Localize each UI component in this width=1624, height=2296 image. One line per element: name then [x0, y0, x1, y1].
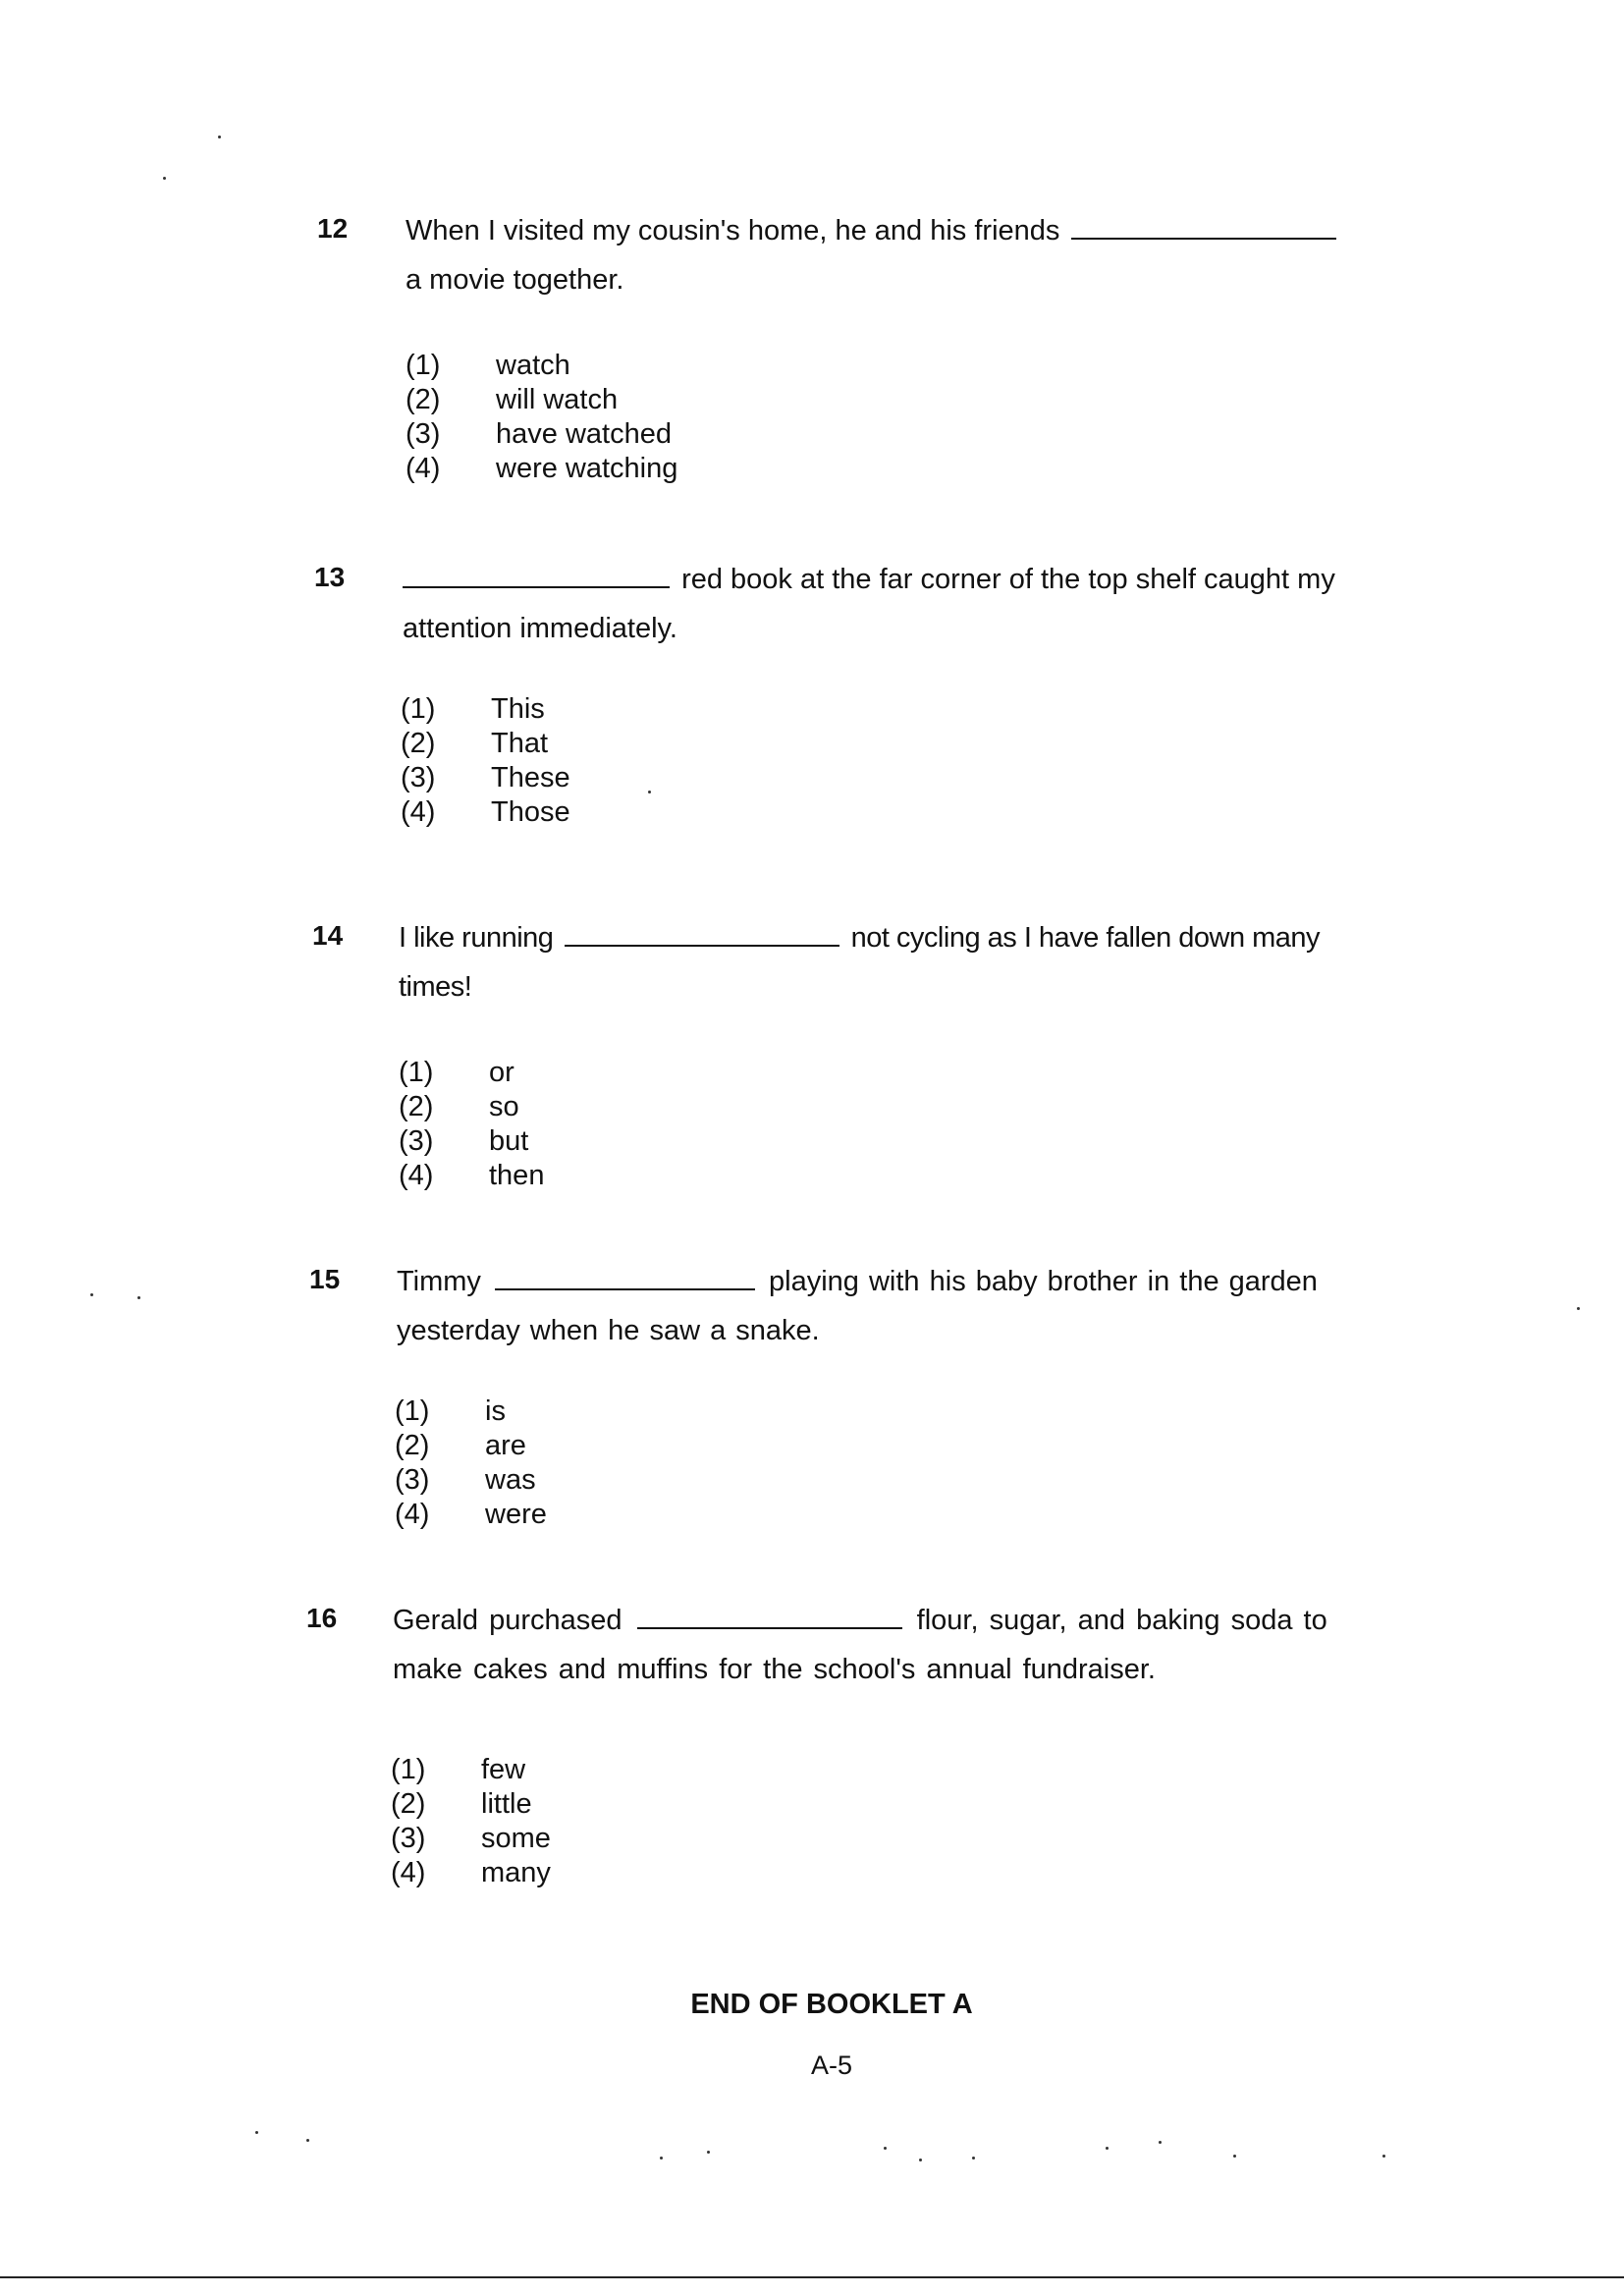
question-number: 12	[317, 213, 349, 244]
option-number: (3)	[401, 762, 436, 793]
option-label: many	[481, 1857, 551, 1888]
question-text-after: red book at the far corner of the top shelf caught my attention immediately.	[403, 564, 1335, 644]
scan-speck	[218, 136, 221, 138]
scan-speck	[255, 2131, 258, 2134]
option-label: but	[489, 1125, 529, 1157]
bottom-rule	[0, 2276, 1624, 2278]
option-label: little	[481, 1788, 532, 1820]
option-4	[395, 1498, 547, 1532]
scan-speck	[884, 2147, 887, 2150]
option-2	[391, 1787, 551, 1822]
answer-options	[406, 349, 677, 486]
option-4	[401, 795, 570, 830]
option-number: (1)	[391, 1754, 426, 1785]
option-2	[399, 1090, 544, 1124]
question-text	[406, 206, 1378, 304]
option-3	[406, 417, 677, 452]
scan-speck	[1106, 2147, 1109, 2150]
question-text	[393, 1596, 1365, 1694]
question-text-after: playing with his baby brother in the garden yesterday when he saw a snake.	[397, 1266, 1318, 1346]
answer-blank	[637, 1602, 902, 1629]
question-text-after: not cycling as I have fallen down many times!	[399, 922, 1321, 1003]
option-label: That	[491, 728, 549, 759]
option-1	[395, 1394, 547, 1429]
scan-speck	[1159, 2141, 1162, 2144]
question-text-before: I like running	[399, 922, 554, 954]
option-label: will watch	[496, 384, 619, 415]
page-number: A-5	[810, 2050, 853, 2080]
question-number: 16	[306, 1603, 338, 1633]
option-number: (1)	[399, 1057, 434, 1088]
scan-speck	[306, 2139, 309, 2142]
option-number: (1)	[395, 1395, 430, 1427]
question-text	[403, 555, 1375, 653]
option-label: is	[485, 1395, 506, 1427]
option-3	[401, 761, 570, 795]
option-number: (3)	[399, 1125, 434, 1157]
option-number: (4)	[399, 1160, 434, 1191]
option-4	[399, 1159, 544, 1193]
scan-speck	[707, 2151, 710, 2154]
question-text	[399, 913, 1371, 1011]
option-label: was	[485, 1464, 536, 1496]
scan-speck	[137, 1296, 140, 1299]
answer-blank	[565, 919, 839, 947]
option-2	[406, 383, 677, 417]
option-3	[395, 1463, 547, 1498]
option-number: (4)	[401, 796, 436, 828]
option-number: (2)	[395, 1430, 430, 1461]
scan-speck	[919, 2159, 922, 2161]
option-2	[395, 1429, 547, 1463]
option-3	[399, 1124, 544, 1159]
answer-blank	[495, 1263, 755, 1290]
scan-speck	[163, 177, 166, 180]
question-number: 13	[314, 562, 346, 592]
option-number: (2)	[406, 384, 441, 415]
answer-options	[395, 1394, 547, 1532]
option-number: (1)	[401, 693, 436, 725]
option-number: (3)	[391, 1823, 426, 1854]
option-number: (3)	[395, 1464, 430, 1496]
option-number: (4)	[406, 453, 441, 484]
question-text-after: a movie together.	[406, 264, 624, 296]
question-text-before: When I visited my cousin's home, he and his friends	[406, 215, 1060, 246]
scan-speck	[660, 2157, 663, 2159]
option-number: (1)	[406, 350, 441, 381]
scan-speck	[1382, 2155, 1385, 2158]
scan-speck	[1577, 1307, 1580, 1310]
option-label: were	[485, 1499, 547, 1530]
answer-blank	[1071, 212, 1336, 240]
end-of-booklet-label: END OF BOOKLET A	[690, 1989, 973, 2020]
option-number: (2)	[401, 728, 436, 759]
option-number: (4)	[391, 1857, 426, 1888]
option-2	[401, 727, 570, 761]
answer-options	[399, 1056, 544, 1193]
option-1	[406, 349, 677, 383]
option-label: were watching	[496, 453, 678, 484]
scan-speck	[90, 1293, 93, 1296]
option-label: some	[481, 1823, 551, 1854]
question-text	[397, 1257, 1369, 1355]
answer-blank	[403, 561, 670, 588]
option-label: This	[491, 693, 545, 725]
scan-speck	[1233, 2155, 1236, 2158]
option-4	[406, 452, 677, 486]
option-number: (2)	[391, 1788, 426, 1820]
question-text-before: Gerald purchased	[393, 1605, 623, 1636]
question-number: 14	[312, 920, 344, 951]
option-label: These	[491, 762, 570, 793]
option-number: (2)	[399, 1091, 434, 1122]
question-text-after: flour, sugar, and baking soda to make cakes and muffins for the school's annual fundraiser.	[393, 1605, 1327, 1685]
option-3	[391, 1822, 551, 1856]
option-4	[391, 1856, 551, 1890]
answer-options	[401, 692, 570, 830]
question-number: 15	[309, 1264, 341, 1294]
option-1	[399, 1056, 544, 1090]
option-label: so	[489, 1091, 519, 1122]
answer-options	[391, 1753, 551, 1890]
option-label: or	[489, 1057, 514, 1088]
option-label: few	[481, 1754, 526, 1785]
scan-speck	[648, 791, 651, 793]
option-label: then	[489, 1160, 545, 1191]
option-1	[401, 692, 570, 727]
scan-speck	[972, 2157, 975, 2159]
question-text-before: Timmy	[397, 1266, 481, 1297]
option-label: Those	[491, 796, 570, 828]
option-number: (4)	[395, 1499, 430, 1530]
option-number: (3)	[406, 418, 441, 450]
option-label: are	[485, 1430, 526, 1461]
option-label: watch	[496, 350, 570, 381]
option-label: have watched	[496, 418, 672, 450]
option-1	[391, 1753, 551, 1787]
